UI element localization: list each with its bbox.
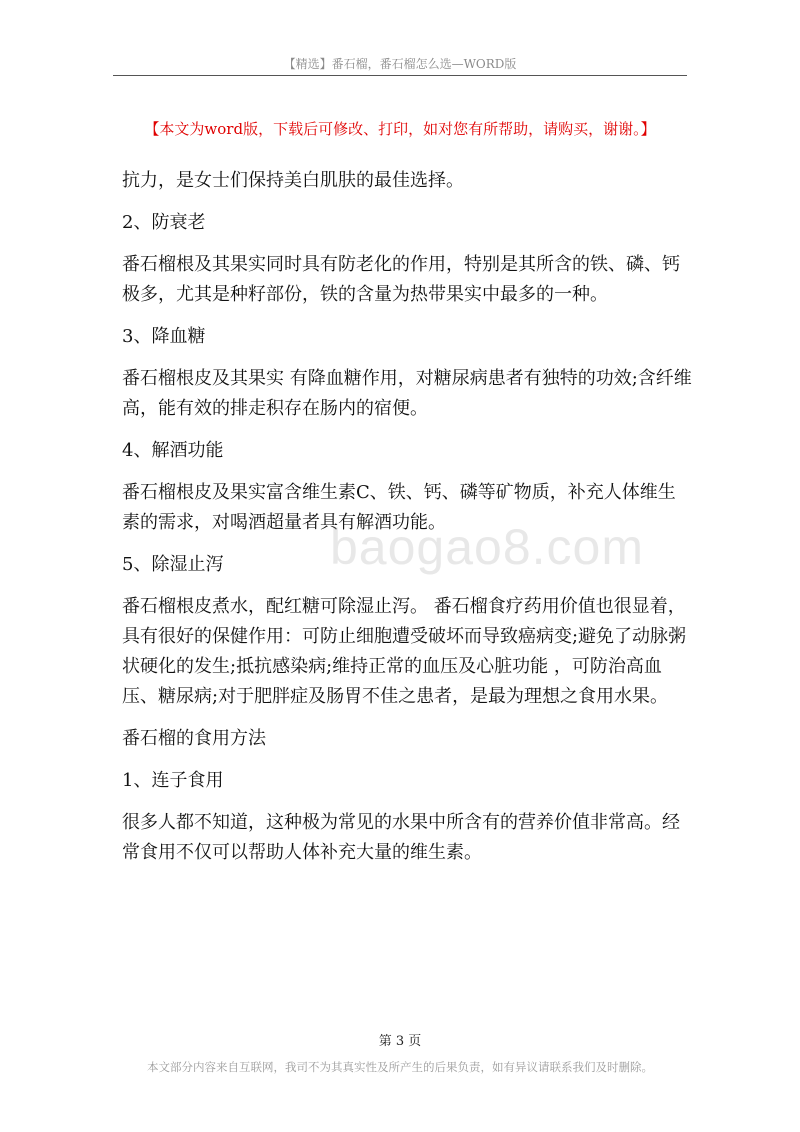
section-heading: 2、防衰老 [122,212,206,233]
page-header: 【精选】番石榴，番石榴怎么选—WORD版 [283,57,517,71]
paragraph: 番石榴根皮及其果实 有降血糖作用，对糖尿病患者有独特的功效;含纤维高，能有效的排走积存在肠内的宿便。 [122,368,692,419]
header-divider [113,75,687,76]
section-heading: 5、除湿止泻 [122,554,224,575]
paragraph: 番石榴根皮煮水，配红糖可除湿止泻。 番石榴食疗药用价值也很显着，具有很好的保健作用：可防止细胞遭受破坏而导致癌病变;避免了动脉粥状硬化的发生;抵抗感染病;维持正常的血压及心脏功能 ，可防治高血压、糖尿病;对于肥胖症及肠胃不佳之患者，是最为理想之食用水果。 [122,596,687,707]
section-heading: 3、降血糖 [122,326,206,347]
section-heading: 1、连子食用 [122,770,224,791]
page-number: 第 3 页 [378,1034,422,1049]
paragraph: 抗力，是女士们保持美白肌肤的最佳选择。 [122,170,464,191]
download-notice: 【本文为word版，下载后可修改、打印，如对您有所帮助，请购买，谢谢。】 [144,120,656,138]
watermark: baogao8.com [330,519,645,575]
paragraph: 很多人都不知道，这种极为常见的水果中所含有的营养价值非常高。经常食用不仅可以帮助人体补充大量的维生素。 [122,812,680,863]
paragraph: 番石榴根皮及果实富含维生素C、铁、钙、磷等矿物质，补充人体维生素的需求，对喝酒超量者具有解酒功能。 [122,482,676,533]
page-footer-disclaimer: 本文部分内容来自互联网，我司不为其真实性及所产生的后果负责，如有异议请联系我们及时删除。 [147,1060,653,1074]
document-body [122,166,692,880]
section-title: 番石榴的食用方法 [122,728,266,749]
paragraph: 番石榴根及其果实同时具有防老化的作用，特别是其所含的铁、磷、钙极多，尤其是种籽部份，铁的含量为热带果实中最多的一种。 [122,254,680,305]
section-heading: 4、解酒功能 [122,440,224,461]
